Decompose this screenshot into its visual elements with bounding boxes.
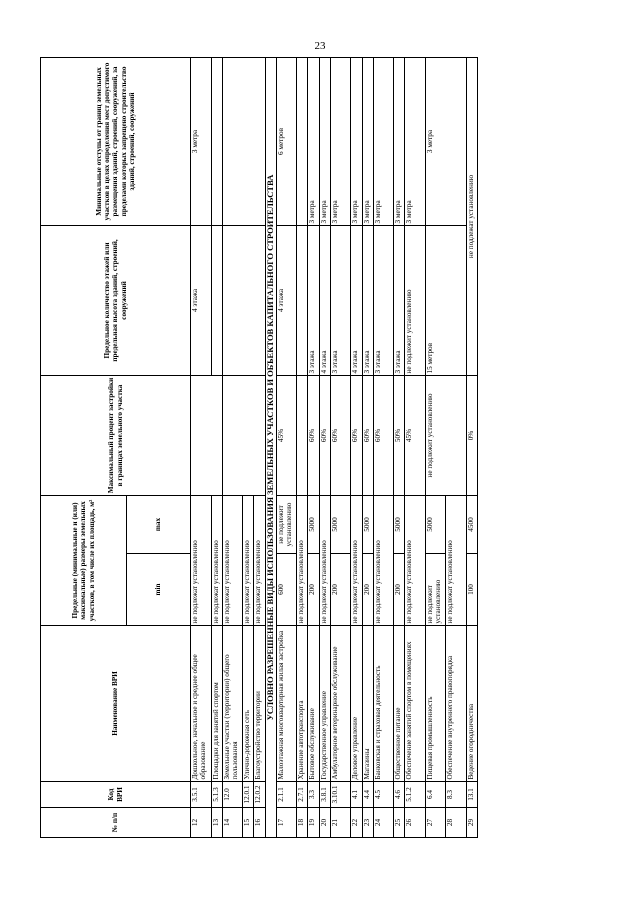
page-number: 23	[314, 40, 326, 52]
cell-code: 3.5.1	[191, 782, 212, 808]
cell-min: 200	[308, 554, 319, 626]
cell-max: не подлежит установлению	[276, 495, 297, 553]
table-row	[276, 57, 297, 837]
cell-name: Улично-дорожная сеть	[243, 626, 254, 782]
cell-percent: не подлежит установлению	[425, 375, 466, 495]
cell-area: не подлежат установлению	[446, 495, 467, 625]
cell-code: 8.3	[446, 782, 467, 808]
cell-name: Площадки для занятий спортом	[211, 626, 222, 782]
cell-percent: 60%	[373, 375, 394, 495]
cell-num: 24	[373, 808, 394, 838]
cell-percent: 60%	[319, 375, 330, 495]
cell-floors: 3 этажа	[308, 225, 319, 375]
cell-code: 12.0	[222, 782, 243, 808]
cell-percent	[191, 375, 223, 495]
cell-num: 28	[446, 808, 467, 838]
cell-code: 12.0.1	[243, 782, 254, 808]
table-row	[351, 57, 362, 837]
cell-setback	[297, 57, 308, 225]
cell-min: 200	[394, 554, 405, 626]
cell-name: Хранение автотранспорта	[297, 626, 308, 782]
cell-setback	[211, 57, 222, 225]
cell-floors: 3 этажа	[330, 225, 351, 375]
cell-name: Малоэтажная многоквартирная жилая застройка	[276, 626, 297, 782]
table-row	[373, 57, 394, 837]
cell-code: 12.0.2	[254, 782, 265, 808]
cell-setback: 6 метров	[276, 57, 297, 225]
header-min: min	[127, 554, 191, 626]
cell-percent: 60%	[362, 375, 373, 495]
cell-min: 200	[362, 554, 373, 626]
cell-code: 2.7.1	[297, 782, 308, 808]
cell-max: 5000	[308, 495, 319, 553]
cell-floors: 4 этажа	[351, 225, 362, 375]
cell-area: не подлежат установлению	[373, 495, 394, 625]
cell-num: 15	[243, 808, 254, 838]
cell-setback: 3 метра	[405, 57, 426, 225]
table-row	[425, 57, 446, 837]
cell-num: 18	[297, 808, 308, 838]
cell-percent	[222, 375, 265, 495]
cell-name: Дошкольное, начальное и среднее общее образование	[191, 626, 212, 782]
cell-percent: 50%	[394, 375, 405, 495]
cell-setback: 3 метра	[425, 57, 466, 225]
cell-floors: 3 этажа	[362, 225, 373, 375]
cell-code: 13.1	[466, 782, 477, 808]
header-setback: Минимальные отступы от границ земельных участков в целях определения мест допустимого размещения зданий, строений, сооружений, за пределами которых запрещено строительство зданий, строений, сооружений	[41, 57, 191, 225]
table-row	[466, 57, 477, 837]
header-code: Код ВРИ	[41, 782, 191, 808]
cell-num: 14	[222, 808, 243, 838]
cell-code: 3.10.1	[330, 782, 351, 808]
cell-num: 13	[211, 808, 222, 838]
land-use-table	[40, 57, 478, 838]
cell-max: 5000	[330, 495, 351, 553]
cell-code: 5.1.3	[211, 782, 222, 808]
cell-code: 4.6	[394, 782, 405, 808]
cell-min: не подлежит установлению	[425, 554, 446, 626]
cell-code: 2.1.1	[276, 782, 297, 808]
cell-code: 3.3	[308, 782, 319, 808]
table-row	[394, 57, 405, 837]
cell-setback: 3 метра	[362, 57, 373, 225]
cell-num: 22	[351, 808, 362, 838]
cell-code: 5.1.2	[405, 782, 426, 808]
cell-area: не подлежат установлению	[191, 495, 212, 625]
cell-name: Банковская и страховая деятельность	[373, 626, 394, 782]
header-area: Предельные (минимальные и (или) максимальные) размеры земельных участков, в том числе их площадь, м²	[41, 495, 127, 625]
cell-name: Обеспечение занятий спортом в помещениях	[405, 626, 426, 782]
cell-floors: 4 этажа	[191, 225, 212, 375]
cell-min: 100	[466, 554, 477, 626]
header-percent: Максимальный процент застройки в границах земельного участка	[41, 375, 191, 495]
cell-code: 4.4	[362, 782, 373, 808]
cell-setback: 3 метра	[319, 57, 330, 225]
cell-floors	[222, 225, 265, 375]
cell-floors: 4 этажа	[319, 225, 330, 375]
table-row	[191, 57, 212, 837]
cell-max: 4500	[466, 495, 477, 553]
cell-num: 29	[466, 808, 477, 838]
cell-floors: 4 этажа	[276, 225, 297, 375]
cell-percent: 45%	[405, 375, 426, 495]
table-row	[308, 57, 319, 837]
cell-name: Благоустройство территории	[254, 626, 265, 782]
table-row	[362, 57, 373, 837]
cell-area: не подлежат установлению	[222, 495, 243, 625]
cell-name: Ведение огородничества	[466, 626, 477, 782]
cell-name: Амбулаторное ветеринарное обслуживание	[330, 626, 351, 782]
header-max: max	[127, 495, 191, 553]
cell-floors: не подлежит установлению	[405, 225, 426, 375]
cell-max: 5000	[362, 495, 373, 553]
cell-setback: 3 метра	[394, 57, 405, 225]
cell-min: 600	[276, 554, 297, 626]
cell-name: Земельные участки (территории) общего пользования	[222, 626, 243, 782]
cell-num: 21	[330, 808, 351, 838]
cell-name: Деловое управление	[351, 626, 362, 782]
cell-area: не подлежат установлению	[351, 495, 362, 625]
cell-min: 200	[330, 554, 351, 626]
table-row	[405, 57, 426, 837]
cell-floors	[211, 225, 222, 375]
cell-name: Бытовое обслуживание	[308, 626, 319, 782]
cell-num: 27	[425, 808, 446, 838]
cell-num: 19	[308, 808, 319, 838]
cell-area: не подлежат установлению	[405, 495, 426, 625]
cell-setback: 3 метра	[351, 57, 362, 225]
cell-num: 26	[405, 808, 426, 838]
header-name: Наименование ВРИ	[41, 626, 191, 782]
cell-name: Магазины	[362, 626, 373, 782]
cell-setback: 3 метра	[191, 57, 212, 225]
section-row	[265, 57, 276, 837]
section-title: УСЛОВНО РАЗРЕШЕННЫЕ ВИДЫ ИСПОЛЬЗОВАНИЯ ЗЕМЕЛЬНЫХ УЧАСТКОВ И ОБЪЕКТОВ КАПИТАЛЬНОГО СТРОИТЕЛЬСТВА	[265, 57, 276, 837]
cell-max: 5000	[394, 495, 405, 553]
header-floors: Предельное количество этажей или предельная высота зданий, строений, сооружений	[41, 225, 191, 375]
cell-setback: 3 метра	[330, 57, 351, 225]
cell-code: 6.4	[425, 782, 446, 808]
cell-num: 20	[319, 808, 330, 838]
cell-floors: не подлежат установлению	[466, 57, 477, 375]
cell-floors: 3 этажа	[394, 225, 405, 375]
cell-num: 17	[276, 808, 297, 838]
cell-num: 16	[254, 808, 265, 838]
table-row	[297, 57, 308, 837]
cell-percent	[297, 375, 308, 495]
cell-area: не подлежат установлению	[319, 495, 330, 625]
cell-percent: 60%	[351, 375, 362, 495]
cell-setback	[222, 57, 265, 225]
header-num: № п/п	[41, 808, 191, 838]
cell-name: Пищевая промышленность	[425, 626, 446, 782]
cell-percent: 0%	[466, 375, 477, 495]
cell-name: Общественное питание	[394, 626, 405, 782]
cell-code: 3.8.1	[319, 782, 330, 808]
cell-setback: 3 метра	[308, 57, 319, 225]
table-row	[222, 57, 243, 837]
rotated-table-wrapper	[40, 58, 570, 838]
cell-setback: 3 метра	[373, 57, 394, 225]
cell-floors: 15 метров	[425, 225, 466, 375]
cell-percent: 60%	[308, 375, 319, 495]
cell-area: не подлежат установлению	[211, 495, 222, 625]
cell-percent: 45%	[276, 375, 297, 495]
cell-num: 25	[394, 808, 405, 838]
cell-floors: 3 этажа	[373, 225, 394, 375]
table-row	[330, 57, 351, 837]
cell-area: не подлежат установлению	[297, 495, 308, 625]
cell-area: не подлежат установлению	[243, 495, 254, 625]
cell-num: 12	[191, 808, 212, 838]
cell-percent: 60%	[330, 375, 351, 495]
cell-code: 4.5	[373, 782, 394, 808]
cell-max: 5000	[425, 495, 446, 553]
cell-name: Обеспечение внутреннего правопорядка	[446, 626, 467, 782]
cell-area: не подлежат установлению	[254, 495, 265, 625]
cell-code: 4.1	[351, 782, 362, 808]
table-row	[319, 57, 330, 837]
cell-floors	[297, 225, 308, 375]
cell-num: 23	[362, 808, 373, 838]
cell-name: Государственное управление	[319, 626, 330, 782]
